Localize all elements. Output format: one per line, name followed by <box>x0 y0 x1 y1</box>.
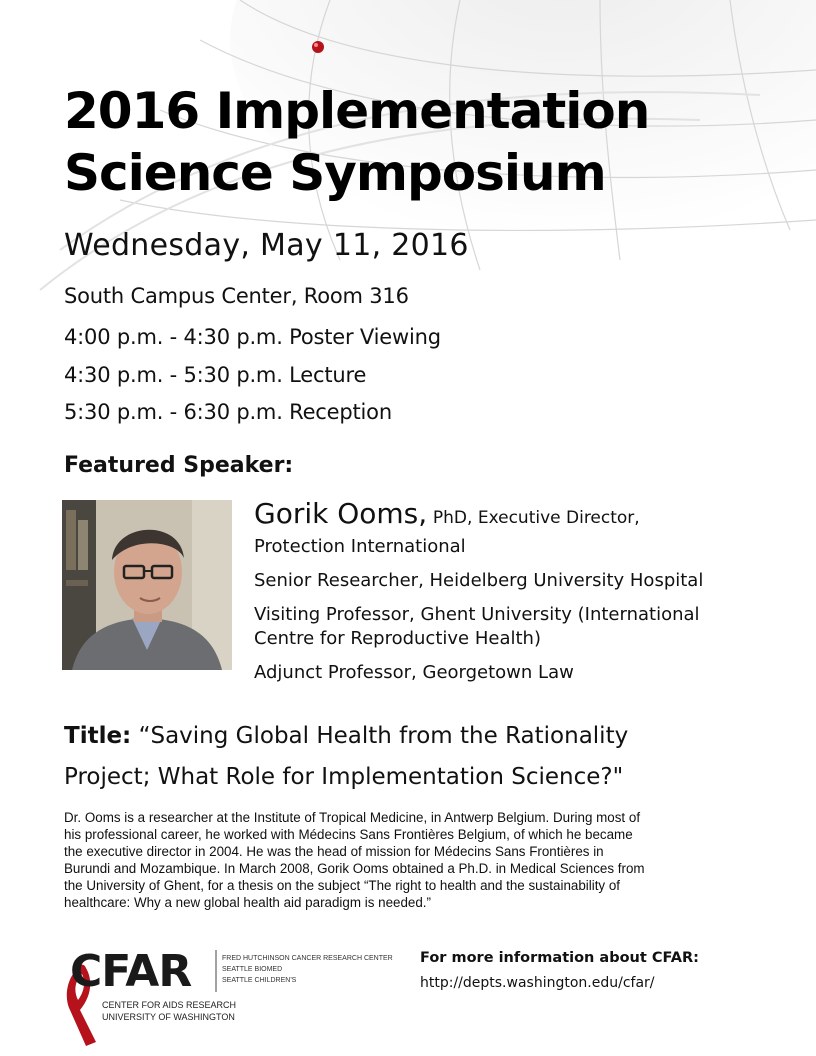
speaker-role-2: Senior Researcher, Heidelberg University Hospital <box>254 570 704 591</box>
bio-line: Burundi and Mozambique. In March 2008, Gorik Ooms obtained a Ph.D. in Medical Sciences from <box>64 861 645 876</box>
speaker-photo <box>62 500 232 670</box>
partner-seattle-childrens: SEATTLE CHILDREN'S <box>222 977 297 984</box>
speaker-bio <box>64 809 754 911</box>
schedule-reception: 5:30 p.m. - 6:30 p.m. Reception <box>64 400 392 424</box>
bio-line: the executive director in 2004. He was the head of mission for Médecins Sans Frontières in <box>64 844 604 859</box>
schedule-poster-viewing: 4:00 p.m. - 4:30 p.m. Poster Viewing <box>64 325 441 349</box>
bio-line: Dr. Ooms is a researcher at the Institute of Tropical Medicine, in Antwerp Belgium. During most of <box>64 810 641 825</box>
featured-speaker-label: Featured Speaker: <box>64 453 294 478</box>
speaker-name: Gorik Ooms, <box>254 497 428 530</box>
cfar-center-name: CENTER FOR AIDS RESEARCH <box>102 1000 237 1010</box>
speaker-credentials: PhD, Executive Director, <box>432 508 640 528</box>
event-title <box>64 80 649 204</box>
speaker-details <box>254 497 774 685</box>
bio-line: the University of Ghent, for a thesis on the subject “The right to health and the sustainability of <box>64 878 621 893</box>
cfar-logo <box>56 938 406 1048</box>
speaker-role-3-cont: Centre for Reproductive Health) <box>254 628 541 649</box>
cfar-website-link[interactable]: http://depts.washington.edu/cfar/ <box>420 975 655 991</box>
speaker-role-1: Protection International <box>254 536 466 557</box>
bio-line: his professional career, he worked with Médecins Sans Frontières Belgium, of which he became <box>64 827 633 842</box>
event-title-line-1: 2016 Implementation <box>64 82 650 140</box>
more-info-label: For more information about CFAR: <box>420 950 699 966</box>
talk-title-line-2: Project; What Role for Implementation Science?" <box>64 764 624 790</box>
cfar-university-name: UNIVERSITY OF WASHINGTON <box>102 1012 235 1022</box>
schedule-lecture: 4:30 p.m. - 5:30 p.m. Lecture <box>64 363 367 387</box>
partner-seattle-biomed: SEATTLE BIOMED <box>222 966 283 973</box>
event-title-line-2: Science Symposium <box>64 144 606 202</box>
event-date: Wednesday, May 11, 2016 <box>64 228 469 263</box>
speaker-role-3: Visiting Professor, Ghent University (International <box>254 604 700 625</box>
event-location: South Campus Center, Room 316 <box>64 284 409 308</box>
speaker-role-4: Adjunct Professor, Georgetown Law <box>254 662 574 683</box>
cfar-wordmark: CFAR <box>70 946 192 997</box>
bio-line: healthcare: Why a new global health aid paradigm is needed.” <box>64 895 431 910</box>
talk-title-line-1: “Saving Global Health from the Rationality <box>138 723 629 749</box>
talk-title-label: Title: <box>64 723 132 749</box>
partner-fred-hutch: FRED HUTCHINSON CANCER RESEARCH CENTER <box>222 955 393 962</box>
talk-title <box>64 716 764 798</box>
